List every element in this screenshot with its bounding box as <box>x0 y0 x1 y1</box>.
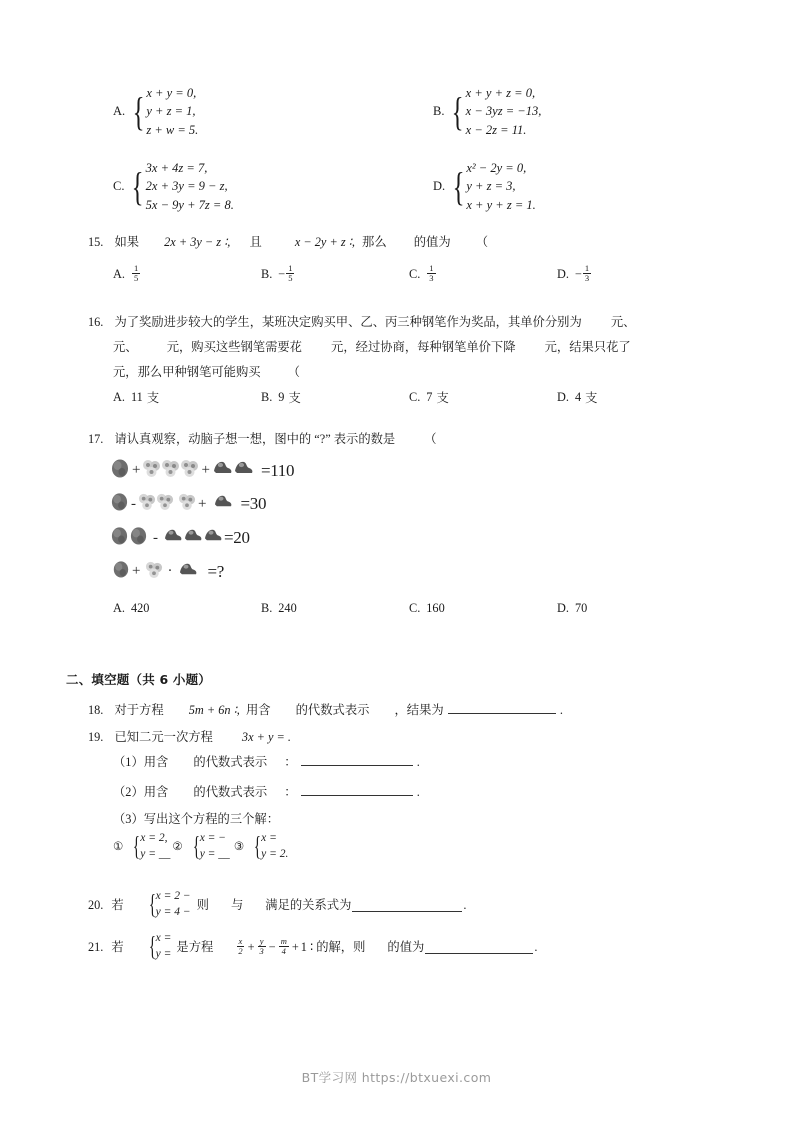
q19-text-a: 已知二元一次方程 <box>114 730 213 744</box>
q17-option-a-label: A. <box>113 601 125 615</box>
shoe-icon <box>163 527 183 549</box>
brace-glyph: { <box>148 889 156 920</box>
q16-option-a-unit: 支 <box>146 391 160 405</box>
q14-choice-d-equations <box>466 159 535 214</box>
q21-text-b: 是方程 <box>176 940 214 955</box>
q17-option-d-label: D. <box>557 601 569 615</box>
equation-line: x − 2z = 11. <box>465 122 527 137</box>
solution-2-x: x = − <box>199 832 227 844</box>
q15-text-d: 的值为 <box>413 235 451 249</box>
q15-options <box>113 265 733 284</box>
q21-operator-3: + <box>291 940 299 955</box>
q16-options <box>113 388 733 406</box>
q16-option-c-value: 7 <box>426 389 433 404</box>
question-16-stem-line2 <box>113 338 631 356</box>
solution-1-marker: ① <box>113 840 124 853</box>
light-cluster-icon <box>161 458 180 483</box>
q14-choice-c-label: C. <box>113 178 125 193</box>
solution-3-y: y = 2. <box>261 847 289 860</box>
numerator: 1 <box>133 263 139 273</box>
q17-open-paren: （ <box>424 432 437 446</box>
equation-line: 3x + 4z = 7, <box>145 161 208 175</box>
minus-operator: - <box>131 495 136 512</box>
shoe-icon <box>178 561 198 583</box>
numerator: 1 <box>584 263 590 273</box>
numerator: 1 <box>429 263 434 273</box>
q18-number: 18. <box>88 703 104 717</box>
light-cluster-icon <box>142 458 161 483</box>
q21-equation <box>235 938 313 957</box>
q19-sub2-answer-blank[interactable] <box>301 784 413 796</box>
solution-3-system <box>251 831 288 862</box>
q16-open-paren: （ <box>287 365 300 379</box>
site-watermark: BT学习网 https://btxuexi.com <box>301 1070 492 1085</box>
q17-text: 请认真观察，动脑子想一想，图中的 “?” 表示的数是 <box>114 432 396 446</box>
equation-line: x + y = 0, <box>146 86 197 100</box>
q16-line2-b: 元，购买这些钢笔需要花 <box>166 340 302 354</box>
brace-glyph: { <box>132 88 145 134</box>
q14-choice-a <box>113 84 433 139</box>
q16-line3: 元，那么甲种钢笔可能购买 <box>113 365 261 379</box>
q16-line2-a: 元、 <box>113 340 138 354</box>
q14-choice-b-label: B. <box>433 103 445 118</box>
denominator: 3 <box>429 272 434 283</box>
numerator: m <box>280 936 287 947</box>
shoe-icon <box>212 459 233 482</box>
q15-text-b: 且 <box>249 235 262 249</box>
equation-line: 2x + 3y = 9 − z, <box>145 179 228 194</box>
q21-operator-2: − <box>268 940 276 955</box>
q14-choice-c <box>113 159 433 214</box>
q14-choice-row-2 <box>113 159 753 214</box>
q18-period: . <box>559 703 563 717</box>
q18-text-d: ，结果为 <box>394 703 444 717</box>
question-19-sub-3: （3）写出这个方程的三个解： <box>113 812 280 826</box>
q17-option-a-value: 420 <box>130 601 150 615</box>
q16-line1: 为了奖励进步较大的学生，某班决定购买甲、乙、丙三种钢笔作为奖品，其单价分别为 <box>114 315 582 329</box>
q17-option-c-label: C. <box>409 601 421 615</box>
q21-text-d: 的值为 <box>387 940 425 955</box>
q16-option-a[interactable] <box>113 388 261 406</box>
q20-text-a: 若 <box>111 898 124 913</box>
fraction <box>132 264 140 283</box>
question-21 <box>88 932 537 963</box>
fraction <box>279 937 289 956</box>
q19-sub1-prefix: （1）用含 <box>113 755 169 769</box>
q16-line2-d: 元，结果只花了 <box>544 340 631 354</box>
q15-option-d-label: D. <box>557 266 569 281</box>
question-16-stem-line1 <box>88 313 635 331</box>
solution-3-x: x = <box>261 832 277 844</box>
q15-text-a: 如果 <box>114 235 140 249</box>
minus-operator: - <box>153 529 158 546</box>
q21-system-y: y = <box>155 947 172 960</box>
q19-number: 19. <box>88 730 104 744</box>
q15-open-paren: （ <box>475 235 489 249</box>
solution-2-marker: ② <box>172 840 183 853</box>
question-19-sub-2 <box>113 783 420 801</box>
q15-option-a[interactable] <box>113 265 261 284</box>
q19-sub2-period: . <box>416 785 420 799</box>
q15-option-d-sign: − <box>574 266 582 281</box>
q17-option-b[interactable] <box>261 601 409 616</box>
equation-line: x − 3yz = −13, <box>465 104 542 119</box>
puzzle-row-2 <box>110 491 266 517</box>
q16-option-a-label: A. <box>113 389 125 404</box>
q19-sub1-text: 的代数式表示 <box>193 755 268 769</box>
q15-text-c: 那么 <box>362 235 387 249</box>
q21-system-x: x = <box>155 932 172 944</box>
shoe-icon <box>183 527 203 549</box>
q20-system-x: x = 2 − <box>155 890 191 902</box>
fraction <box>258 937 266 956</box>
dark-ball-icon <box>110 491 129 517</box>
equation-line: 5x − 9y + 7z = 8. <box>145 197 234 212</box>
q16-line2-c: 元，经过协商，每种钢笔单价下降 <box>331 340 516 354</box>
q16-option-c-label: C. <box>409 389 421 404</box>
equation-line: y + z = 1, <box>146 104 196 119</box>
q14-choice-d-label: D. <box>433 178 446 193</box>
light-cluster-icon <box>178 492 196 516</box>
q15-option-c-label: C. <box>409 266 421 281</box>
q14-choice-b-equations <box>466 84 542 139</box>
q14-choice-a-equations <box>146 84 198 139</box>
brace-glyph: { <box>452 88 465 134</box>
q20-system <box>146 889 191 920</box>
q19-sub1-colon: ： <box>284 755 297 769</box>
q18-answer-blank[interactable] <box>448 702 556 714</box>
shoe-icon <box>213 493 233 515</box>
question-19-sub-1 <box>113 753 420 771</box>
q21-operator-1: + <box>247 940 255 955</box>
q16-number: 16. <box>88 315 104 329</box>
question-16-stem-line3 <box>113 363 300 381</box>
plus-operator: + <box>132 462 141 478</box>
brace-glyph: { <box>133 831 141 862</box>
q16-option-b-value: 9 <box>278 389 285 404</box>
q17-options <box>113 601 733 616</box>
puzzle-row-4 <box>112 559 224 584</box>
dark-ball-icon <box>110 457 130 484</box>
q17-option-b-value: 240 <box>278 601 297 615</box>
q14-choice-row-1 <box>113 84 753 139</box>
puzzle-row-1-result: =110 <box>260 460 295 480</box>
q17-puzzle-figure <box>110 455 400 593</box>
q16-option-b[interactable] <box>261 388 409 406</box>
puzzle-row-3 <box>110 525 250 551</box>
q19-sub2-colon: ： <box>284 785 297 799</box>
numerator: y <box>259 936 264 947</box>
q17-option-c[interactable] <box>409 601 557 616</box>
q17-option-d-value: 70 <box>574 601 588 615</box>
q16-option-c[interactable] <box>409 388 557 406</box>
q15-option-d[interactable] <box>557 265 592 284</box>
q18-text-a: 对于方程 <box>114 703 164 717</box>
q21-equation-tail: 1 ∶ <box>300 940 314 955</box>
equation-line: z + w = 5. <box>146 122 199 137</box>
q16-option-c-unit: 支 <box>436 391 449 405</box>
puzzle-row-4-result: =? <box>207 561 225 581</box>
q20-system-y: y = 4 − <box>155 905 191 918</box>
question-19-solutions <box>113 832 288 863</box>
solution-2-system <box>190 831 230 862</box>
solution-1-system <box>130 831 170 862</box>
q14-choice-a-label: A. <box>113 103 126 118</box>
equation-line: x + y + z = 1. <box>466 197 536 212</box>
q19-sub2-prefix: （2）用含 <box>113 785 169 799</box>
puzzle-row-3-result: =20 <box>224 528 250 547</box>
fraction <box>583 264 591 283</box>
q15-option-c[interactable] <box>409 265 557 284</box>
denominator: 3 <box>584 272 590 283</box>
section-2-heading: 二、填空题（共 6 小题） <box>66 672 212 687</box>
q21-period: . <box>534 940 538 955</box>
q20-text-c: 与 <box>230 898 244 913</box>
q15-option-a-label: A. <box>113 266 125 281</box>
question-17-stem <box>88 430 437 448</box>
q20-period: . <box>463 898 467 913</box>
q16-option-b-label: B. <box>261 389 273 404</box>
numerator: 1 <box>288 263 293 273</box>
q14-choice-c-equations <box>146 159 234 214</box>
q20-answer-blank[interactable] <box>352 900 462 912</box>
question-20 <box>88 890 466 921</box>
q16-option-a-value: 11 <box>130 389 143 404</box>
question-19-stem <box>88 728 291 746</box>
q19-sub2-text: 的代数式表示 <box>193 785 268 799</box>
q15-option-b-sign: − <box>278 266 286 281</box>
brace-glyph: { <box>192 831 200 862</box>
solution-1-x: x = 2, <box>140 832 168 844</box>
q20-text-d: 满足的关系式为 <box>265 898 352 913</box>
q15-number: 15. <box>88 235 104 249</box>
q21-number: 21. <box>88 940 104 955</box>
equation-line: y + z = 3, <box>466 179 516 194</box>
q20-number: 20. <box>88 898 104 913</box>
brace-glyph: { <box>132 163 145 209</box>
plus-operator: + <box>198 495 207 512</box>
q15-option-b-label: B. <box>261 266 273 281</box>
q16-line1-tail: 元、 <box>610 315 636 329</box>
denominator: 5 <box>133 272 139 283</box>
q17-number: 17. <box>88 432 104 446</box>
fraction <box>236 937 244 956</box>
plus-operator: + <box>132 563 141 579</box>
q17-option-c-value: 160 <box>426 601 445 615</box>
q15-expr-a: 2x + 3y − z ∶, <box>164 235 231 249</box>
q19-sub1-period: . <box>416 755 420 769</box>
light-cluster-icon <box>145 560 163 584</box>
q15-option-b[interactable] <box>261 265 409 284</box>
fraction <box>427 264 435 283</box>
q16-option-d[interactable] <box>557 388 597 406</box>
shoe-icon <box>233 459 254 482</box>
dark-ball-icon <box>129 525 148 551</box>
fraction <box>286 264 294 283</box>
puzzle-row-1 <box>110 457 294 484</box>
q20-text-b: 则 <box>196 898 209 913</box>
denominator: 2 <box>238 946 243 957</box>
question-15-stem <box>88 233 488 251</box>
q21-answer-blank[interactable] <box>425 942 533 954</box>
dark-ball-icon <box>110 525 129 551</box>
q19-sub1-answer-blank[interactable] <box>301 754 413 766</box>
q14-choice-b <box>433 84 541 139</box>
brace-glyph: { <box>452 163 465 209</box>
solution-1-y: y = __ <box>140 847 171 860</box>
numerator: x <box>238 936 243 947</box>
multiply-dot-operator: · <box>167 563 173 579</box>
q17-option-a[interactable] <box>113 601 261 616</box>
q21-system <box>146 931 172 962</box>
q14-choice-d <box>433 159 536 214</box>
question-18 <box>88 701 563 719</box>
denominator: 4 <box>281 946 286 957</box>
shoe-icon <box>203 527 223 549</box>
light-cluster-icon <box>138 492 156 516</box>
puzzle-row-2-result: =30 <box>240 494 267 513</box>
q17-option-d[interactable] <box>557 601 587 616</box>
q16-option-b-unit: 支 <box>288 391 301 405</box>
q18-text-b: 用含 <box>245 703 271 717</box>
brace-glyph: { <box>148 931 156 962</box>
solution-3-marker: ③ <box>233 840 245 853</box>
q18-text-c: 的代数式表示 <box>295 703 370 717</box>
q19-equation: 3x + y = . <box>241 730 291 744</box>
q18-expression: 5m + 6n ∶, <box>188 703 240 717</box>
denominator: 3 <box>259 946 264 957</box>
denominator: 5 <box>288 272 293 283</box>
q16-option-d-label: D. <box>557 389 569 404</box>
equation-line: x + y + z = 0, <box>465 86 536 100</box>
dark-ball-icon <box>112 559 130 584</box>
solution-2-y: y = __ <box>199 847 230 860</box>
q16-option-d-unit: 支 <box>585 391 598 405</box>
light-cluster-icon <box>180 458 199 483</box>
brace-glyph: { <box>254 831 262 862</box>
light-cluster-icon <box>156 492 174 516</box>
plus-operator: + <box>201 462 210 478</box>
q21-text-c: 的解，则 <box>316 940 366 955</box>
q16-option-d-value: 4 <box>574 389 582 404</box>
q15-expr-b: x − 2y + z ∶, <box>294 235 355 249</box>
q17-option-b-label: B. <box>261 601 273 615</box>
equation-line: x² − 2y = 0, <box>466 161 527 175</box>
q21-text-a: 若 <box>111 940 124 955</box>
